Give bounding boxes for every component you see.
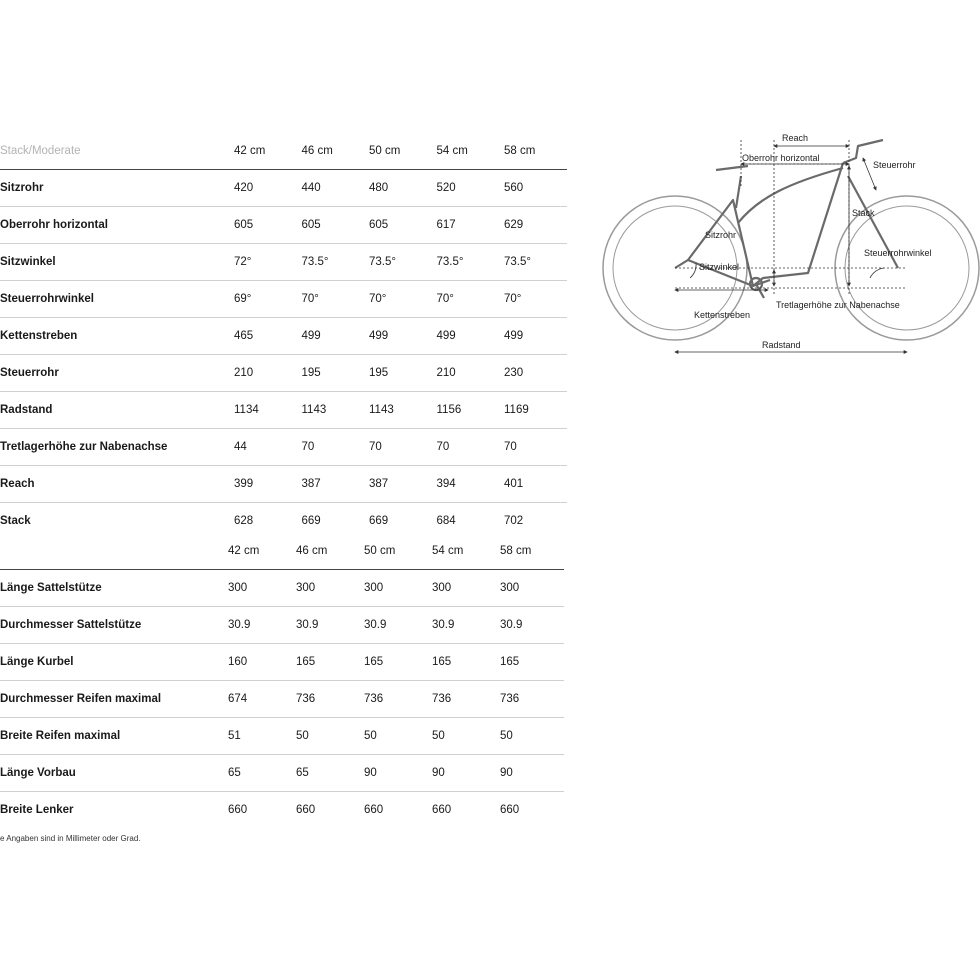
row-label: Steuerrohrwinkel	[0, 281, 229, 318]
table-cell: 660	[500, 804, 520, 816]
size-header: 58 cm	[496, 532, 564, 570]
table-cell: 674	[224, 681, 292, 718]
table-cell: 30.9	[292, 607, 360, 644]
row-label: Länge Sattelstütze	[0, 570, 224, 607]
table-row	[0, 318, 567, 355]
row-label: Sitzwinkel	[0, 244, 229, 281]
label-sitzwinkel: Sitzwinkel	[699, 262, 740, 272]
table-cell: 605	[297, 207, 365, 244]
size-header: 42 cm	[229, 132, 297, 170]
table-row	[0, 466, 567, 503]
table-cell: 50	[428, 718, 496, 755]
table-cell: 300	[428, 570, 496, 607]
table-cell: 300	[292, 570, 360, 607]
table-row	[0, 429, 567, 466]
table-cell: 1143	[364, 392, 432, 429]
label-kettenstreben: Kettenstreben	[694, 310, 751, 320]
table-cell: 617	[432, 207, 500, 244]
table-row	[0, 718, 564, 755]
table-cell: 90	[428, 755, 496, 792]
header-label	[0, 532, 224, 570]
table-cell: 90	[360, 755, 428, 792]
size-header: 50 cm	[364, 132, 432, 170]
row-label: Stack	[0, 515, 31, 527]
table-cell: 660	[296, 804, 316, 816]
table-cell: 73.5°	[297, 244, 365, 281]
table-cell: 736	[496, 681, 564, 718]
table-cell: 736	[292, 681, 360, 718]
table-cell: 30.9	[224, 607, 292, 644]
table-cell: 70	[364, 429, 432, 466]
table-cell: 30.9	[496, 607, 564, 644]
row-label: Radstand	[0, 392, 229, 429]
table-row	[0, 681, 564, 718]
table-cell: 195	[364, 355, 432, 392]
table-cell: 44	[229, 429, 297, 466]
table-cell: 90	[496, 755, 564, 792]
table-cell: 65	[292, 755, 360, 792]
size-header: 50 cm	[360, 532, 428, 570]
table-cell: 387	[364, 466, 432, 503]
row-label: Reach	[0, 466, 229, 503]
table-cell: 1134	[229, 392, 297, 429]
size-header: 46 cm	[292, 532, 360, 570]
table-cell: 560	[499, 170, 567, 207]
table-cell: 70°	[297, 281, 365, 318]
table-cell: 70	[499, 429, 567, 466]
table-cell: 160	[224, 644, 292, 681]
table-cell: 499	[297, 318, 365, 355]
table-cell: 440	[297, 170, 365, 207]
table-cell: 210	[432, 355, 500, 392]
table-cell: 1143	[297, 392, 365, 429]
label-radstand: Radstand	[762, 340, 801, 350]
table-cell: 684	[436, 515, 456, 527]
table-cell: 499	[364, 318, 432, 355]
table-cell: 520	[432, 170, 500, 207]
table-cell: 70°	[364, 281, 432, 318]
table-cell: 399	[229, 466, 297, 503]
size-header: 42 cm	[224, 532, 292, 570]
table-cell: 195	[297, 355, 365, 392]
table-cell: 420	[229, 170, 297, 207]
table-cell: 210	[229, 355, 297, 392]
geometry-table	[0, 132, 567, 539]
table-cell: 50	[360, 718, 428, 755]
table-cell: 70	[297, 429, 365, 466]
label-sitzrohr: Sitzrohr	[705, 230, 737, 240]
row-label: Breite Reifen maximal	[0, 718, 224, 755]
row-label: Durchmesser Sattelstütze	[0, 607, 224, 644]
table-row	[0, 792, 564, 829]
row-label: Breite Lenker	[0, 804, 74, 816]
table-cell: 72°	[229, 244, 297, 281]
table-cell: 499	[432, 318, 500, 355]
table-row	[0, 207, 567, 244]
row-label: Sitzrohr	[0, 170, 229, 207]
table-cell: 629	[499, 207, 567, 244]
table-cell: 660	[432, 804, 452, 816]
label-steuerrohrwinkel: Steuerrohrwinkel	[864, 248, 932, 258]
table-cell: 230	[499, 355, 567, 392]
table-cell: 165	[292, 644, 360, 681]
size-header: 46 cm	[297, 132, 365, 170]
table-row	[0, 607, 564, 644]
table-row	[0, 281, 567, 318]
row-label: Länge Kurbel	[0, 644, 224, 681]
table-cell: 1169	[499, 392, 567, 429]
table-cell: 73.5°	[364, 244, 432, 281]
table-cell: 394	[432, 466, 500, 503]
table-cell: 660	[364, 804, 384, 816]
row-label: Tretlagerhöhe zur Nabenachse	[0, 429, 229, 466]
row-label: Steuerrohr	[0, 355, 229, 392]
table-cell: 669	[369, 515, 389, 527]
table-cell: 51	[224, 718, 292, 755]
bike-geometry-diagram	[598, 128, 980, 360]
table-row	[0, 570, 564, 607]
table-cell: 73.5°	[499, 244, 567, 281]
table-cell: 50	[496, 718, 564, 755]
table-cell: 50	[292, 718, 360, 755]
label-stack: Stack	[852, 208, 875, 218]
size-header-row	[0, 532, 564, 570]
table-cell: 165	[496, 644, 564, 681]
table-cell: 300	[496, 570, 564, 607]
row-label: Durchmesser Reifen maximal	[0, 681, 224, 718]
table-cell: 30.9	[360, 607, 428, 644]
table-cell: 69°	[229, 281, 297, 318]
table-cell: 165	[428, 644, 496, 681]
row-label: Oberrohr horizontal	[0, 207, 229, 244]
row-label: Kettenstreben	[0, 318, 229, 355]
table-row	[0, 355, 567, 392]
table-cell: 300	[224, 570, 292, 607]
label-tretlager: Tretlagerhöhe zur Nabenachse	[776, 300, 900, 310]
table-cell: 30.9	[428, 607, 496, 644]
table-cell: 1156	[432, 392, 500, 429]
table-cell: 300	[360, 570, 428, 607]
table-cell: 605	[229, 207, 297, 244]
table-cell: 605	[364, 207, 432, 244]
label-steuerrohr: Steuerrohr	[873, 160, 916, 170]
table-row	[0, 392, 567, 429]
table-cell: 70	[432, 429, 500, 466]
table-cell: 70°	[499, 281, 567, 318]
table-cell: 70°	[432, 281, 500, 318]
size-header: 54 cm	[428, 532, 496, 570]
label-oberrohr: Oberrohr horizontal	[742, 153, 820, 163]
table-row	[0, 170, 567, 207]
table-row	[0, 755, 564, 792]
table-cell: 669	[301, 515, 321, 527]
table-cell: 499	[499, 318, 567, 355]
table-cell: 660	[228, 804, 248, 816]
components-table	[0, 532, 564, 828]
size-header: 54 cm	[432, 132, 500, 170]
table-cell: 165	[360, 644, 428, 681]
table-cell: 387	[297, 466, 365, 503]
header-label: Stack/Moderate	[0, 132, 229, 170]
table-row	[0, 244, 567, 281]
table-cell: 628	[234, 515, 254, 527]
table-cell: 480	[364, 170, 432, 207]
table-cell: 401	[499, 466, 567, 503]
footnote: e Angaben sind in Millimeter oder Grad.	[0, 834, 141, 843]
size-header: 58 cm	[499, 132, 567, 170]
row-label: Länge Vorbau	[0, 755, 224, 792]
size-header-row	[0, 132, 567, 170]
label-reach: Reach	[782, 133, 809, 143]
table-cell: 465	[229, 318, 297, 355]
table-cell: 73.5°	[432, 244, 500, 281]
table-cell: 736	[360, 681, 428, 718]
table-row	[0, 644, 564, 681]
table-cell: 702	[504, 515, 524, 527]
table-cell: 736	[428, 681, 496, 718]
table-cell: 65	[224, 755, 292, 792]
